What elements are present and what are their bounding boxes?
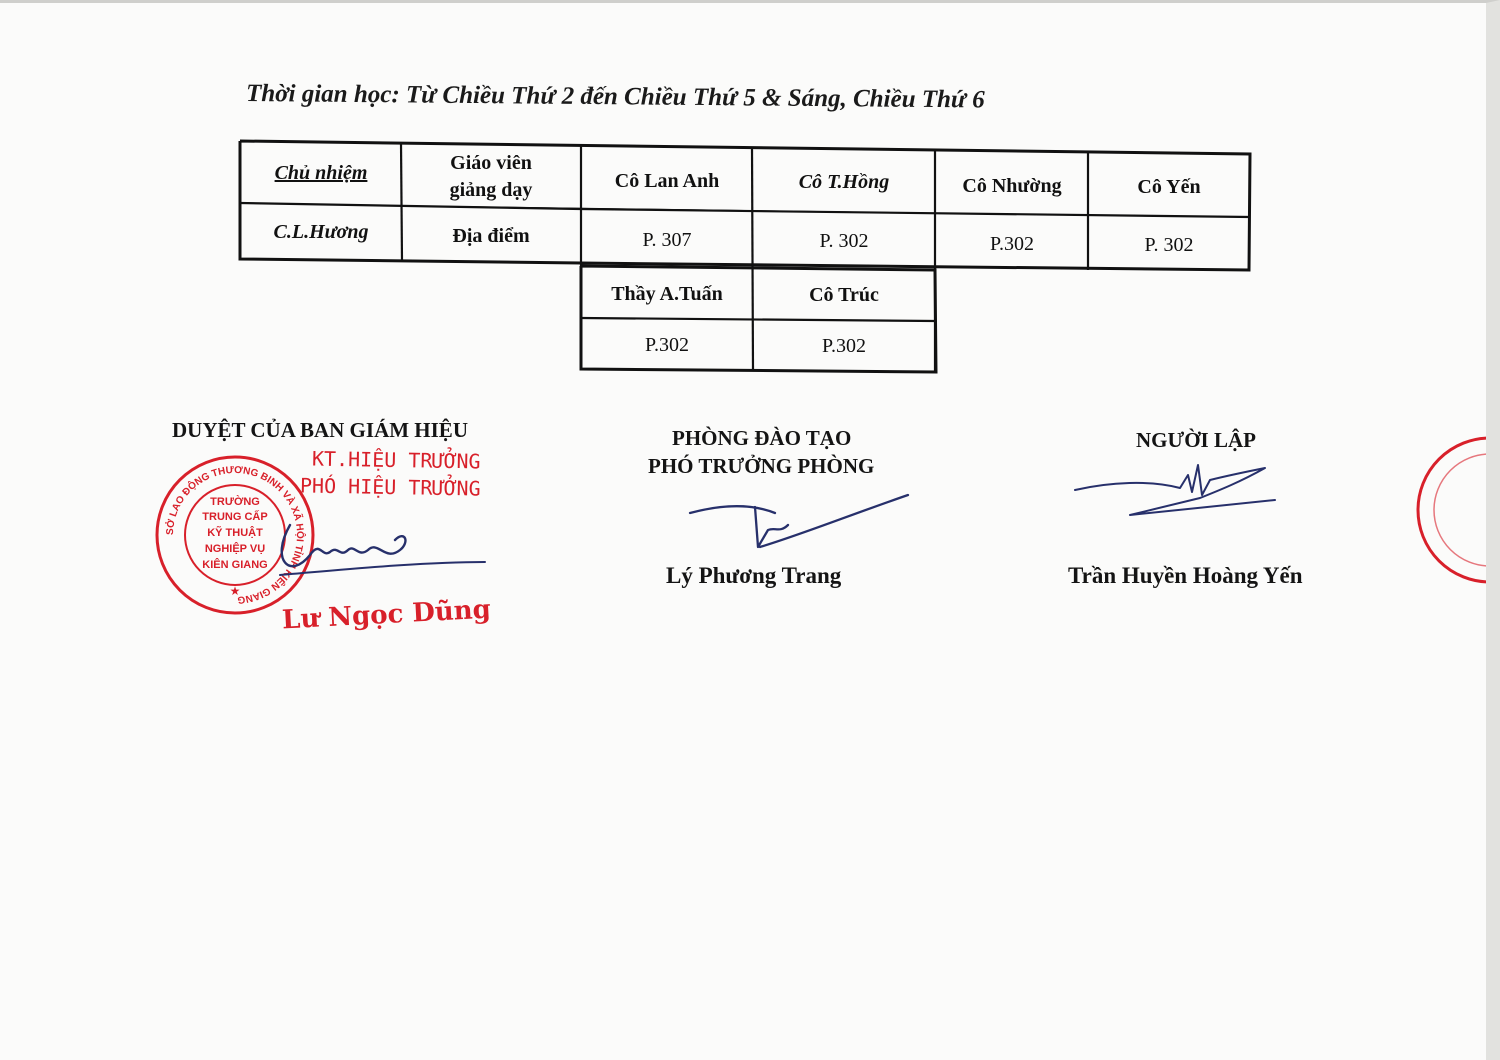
stamp-line: KIÊN GIANG [202, 559, 268, 571]
preparer-heading: NGƯỜI LẬP [1136, 428, 1256, 452]
training-signature [680, 485, 920, 565]
teacher-header-line2: giảng dạy [449, 179, 533, 201]
teacher-cell: Cô Lan Anh [614, 169, 720, 192]
homeroom-value: C.L.Hương [273, 221, 369, 243]
room-cell: P. 302 [819, 229, 869, 252]
room-cell: P. 307 [642, 228, 692, 251]
training-heading-line1: PHÒNG ĐÀO TẠO [672, 426, 852, 450]
teacher-cell: Cô Trúc [809, 283, 879, 306]
room-cell: P.302 [822, 334, 866, 357]
homeroom-header: Chủ nhiệm [274, 161, 368, 184]
training-heading-line2: PHÓ TRƯỞNG PHÒNG [648, 454, 875, 478]
room-cell: P. 302 [1144, 233, 1194, 256]
board-heading: DUYỆT CỦA BAN GIÁM HIỆU [172, 418, 468, 442]
board-signer-name: Lư Ngọc Dũng [281, 594, 492, 636]
training-signer-name: Lý Phương Trang [666, 563, 842, 588]
preparer-signer-name: Trần Huyền Hoàng Yến [1068, 563, 1303, 588]
board-title-line2: PHÓ HIỆU TRƯỞNG [299, 473, 481, 501]
room-cell: P.302 [645, 333, 689, 356]
board-signature [260, 500, 500, 590]
stamp-line: KỸ THUẬT [207, 527, 263, 539]
edge-stamp [1410, 430, 1486, 590]
teacher-cell: Cô T.Hồng [798, 170, 890, 193]
teacher-header-line1: Giáo viên [450, 152, 532, 174]
stamp-ring-text: SỞ LAO ĐỘNG THƯƠNG BINH VÀ XÃ HỘI TỈNH KIÊN GIANG [164, 464, 306, 606]
stamp-star: ★ [229, 584, 241, 598]
teacher-cell: Cô Nhường [962, 174, 1062, 197]
stamp-line: NGHIỆP VỤ [204, 543, 266, 555]
stamp-line: TRUNG CẤP [202, 511, 268, 523]
schedule-note: Thời gian học: Từ Chiều Thứ 2 đến Chiều Thứ 5 & Sáng, Chiều Thứ 6 [245, 80, 985, 114]
room-cell: P.302 [990, 232, 1034, 255]
board-title-line1: KT.HIỆU TRƯỞNG [311, 446, 481, 474]
teacher-cell: Cô Yến [1137, 175, 1201, 198]
preparer-signature [1070, 440, 1290, 530]
stamp-line: TRƯỜNG [210, 496, 260, 508]
location-header: Địa điểm [452, 224, 530, 247]
teacher-header [402, 145, 580, 209]
teacher-cell: Thầy A.Tuấn [611, 282, 723, 305]
